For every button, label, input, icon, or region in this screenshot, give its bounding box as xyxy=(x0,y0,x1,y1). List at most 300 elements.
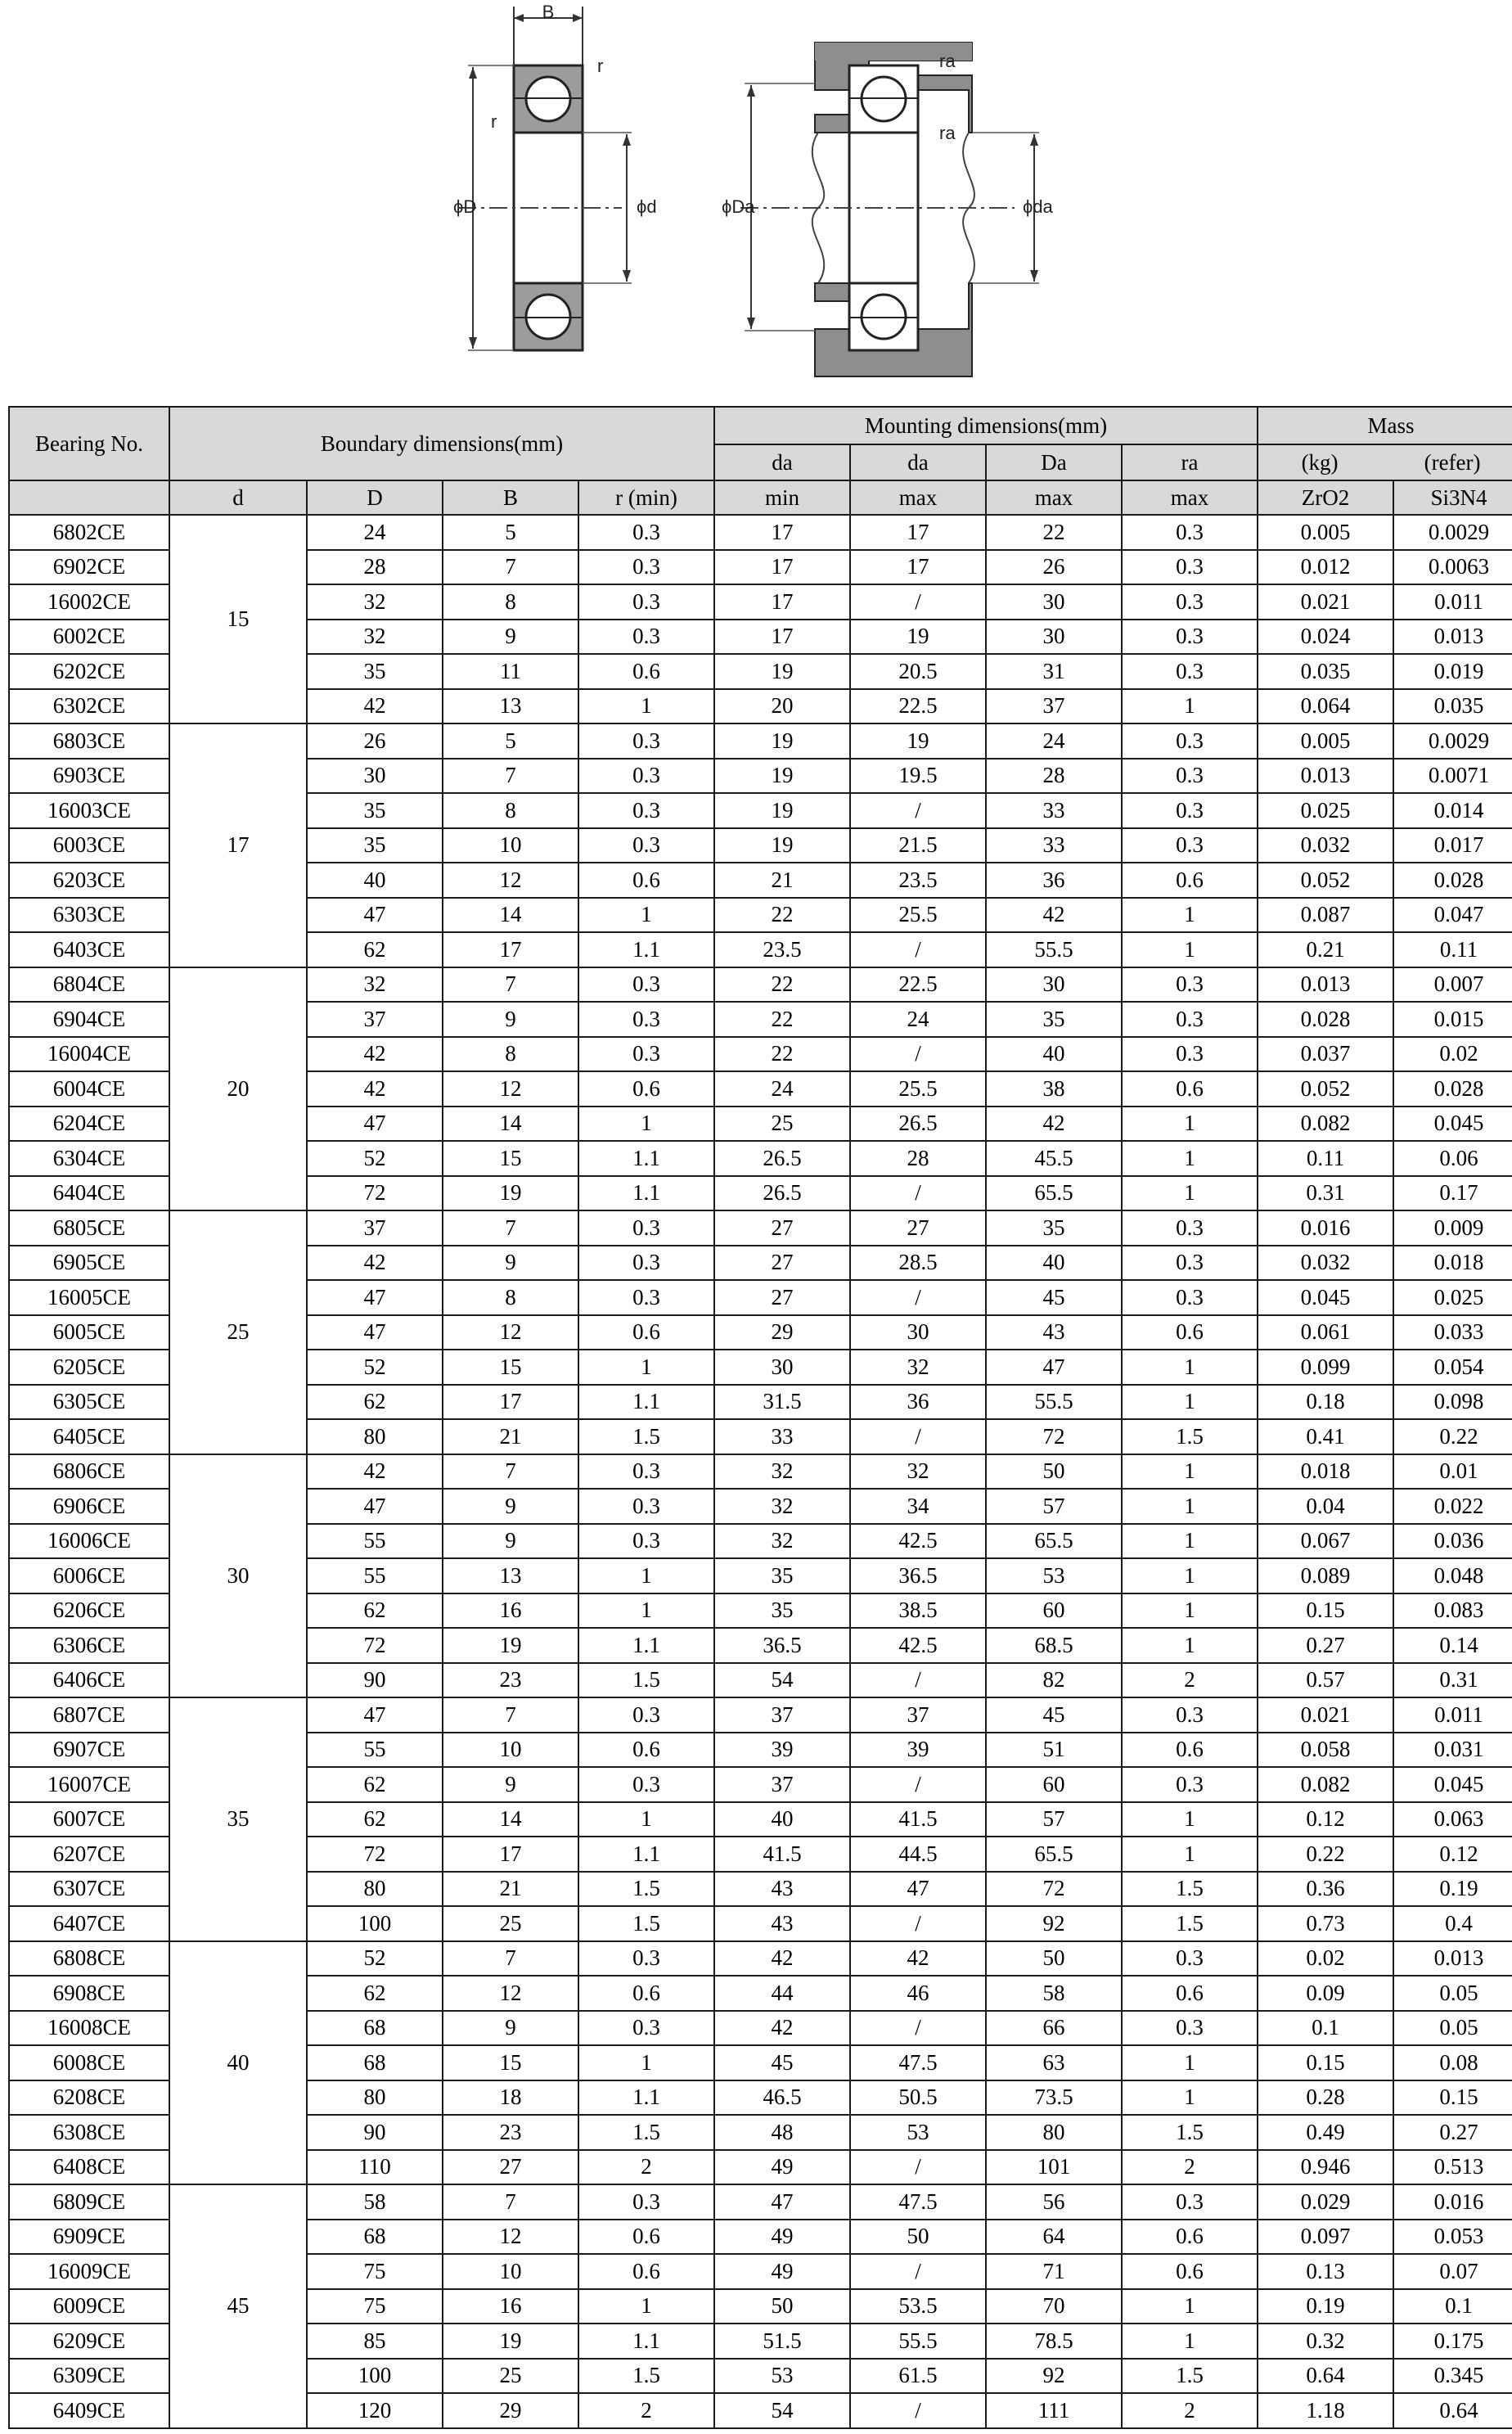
width-b-cell: 12 xyxy=(443,1976,578,2011)
ra-max-cell: 1 xyxy=(1122,1350,1258,1385)
ra-max-cell: 1.5 xyxy=(1122,2115,1258,2150)
mass-zro2-cell: 0.016 xyxy=(1258,1210,1393,1246)
r-min-cell: 0.3 xyxy=(578,515,714,550)
mass-zro2-cell: 0.15 xyxy=(1258,2045,1393,2080)
mass-si3n4-cell: 0.513 xyxy=(1393,2150,1512,2185)
bearing-no-cell: 6406CE xyxy=(9,1663,169,1698)
outer-d-cell: 62 xyxy=(307,1976,443,2011)
mass-si3n4-cell: 0.22 xyxy=(1393,1419,1512,1454)
outer-d-cell: 100 xyxy=(307,2359,443,2394)
outer-d-cell: 120 xyxy=(307,2393,443,2428)
outer-d-cell: 80 xyxy=(307,1872,443,1907)
bearing-no-cell: 16008CE xyxy=(9,2011,169,2046)
r-min-cell: 0.3 xyxy=(578,2184,714,2220)
ra-max-cell: 0.3 xyxy=(1122,967,1258,1003)
mass-zro2-cell: 0.32 xyxy=(1258,2324,1393,2359)
r-min-cell: 0.3 xyxy=(578,584,714,620)
bearing-no-cell: 6909CE xyxy=(9,2220,169,2255)
r-min-cell: 1.5 xyxy=(578,2359,714,2394)
ra-max-cell: 1 xyxy=(1122,1176,1258,1211)
da-min-cell: 17 xyxy=(714,584,850,620)
mass-si3n4-cell: 0.035 xyxy=(1393,689,1512,724)
r-min-cell: 0.3 xyxy=(578,1246,714,1281)
mass-si3n4-cell: 0.02 xyxy=(1393,1037,1512,1072)
da-min-cell: 26.5 xyxy=(714,1141,850,1176)
da-max-cell: 55.5 xyxy=(850,2324,986,2359)
bearing-no-cell: 6208CE xyxy=(9,2080,169,2116)
da-max-cell: 28 xyxy=(850,1141,986,1176)
bearing-no-cell: 6303CE xyxy=(9,898,169,933)
r-min-cell: 0.6 xyxy=(578,1976,714,2011)
da-min-cell: 32 xyxy=(714,1454,850,1490)
mass-si3n4-cell: 0.08 xyxy=(1393,2045,1512,2080)
mass-zro2-cell: 0.12 xyxy=(1258,1802,1393,1837)
da-min-cell: 17 xyxy=(714,550,850,585)
da-max-cell: 19 xyxy=(850,723,986,759)
mass-zro2-cell: 0.21 xyxy=(1258,932,1393,967)
inner-diameter-label: ϕd xyxy=(637,196,657,217)
da-max-cell: 53.5 xyxy=(850,2289,986,2324)
mass-zro2-cell: 0.57 xyxy=(1258,1663,1393,1698)
mass-zro2-cell: 1.18 xyxy=(1258,2393,1393,2428)
ra-max-cell: 1 xyxy=(1122,2324,1258,2359)
r-min-cell: 1.5 xyxy=(578,1906,714,1941)
r-min-cell: 1.1 xyxy=(578,1176,714,1211)
bore-d-cell: 40 xyxy=(169,1941,307,2185)
ra-max-cell: 1.5 xyxy=(1122,1906,1258,1941)
mass-si3n4-cell: 0.0029 xyxy=(1393,723,1512,759)
width-b-cell: 15 xyxy=(443,1350,578,1385)
mass-zro2-cell: 0.032 xyxy=(1258,828,1393,863)
mass-zro2-cell: 0.31 xyxy=(1258,1176,1393,1211)
mass-si3n4-cell: 0.011 xyxy=(1393,1697,1512,1733)
mass-si3n4-cell: 0.018 xyxy=(1393,1246,1512,1281)
bearing-no-cell: 6206CE xyxy=(9,1593,169,1629)
mass-si3n4-cell: 0.19 xyxy=(1393,1872,1512,1907)
Da-max-cell: 55.5 xyxy=(986,1385,1122,1420)
da-min-cell: 27 xyxy=(714,1210,850,1246)
mass-zro2-cell: 0.012 xyxy=(1258,550,1393,585)
Da-max-cell: 78.5 xyxy=(986,2324,1122,2359)
bearing-no-cell: 16003CE xyxy=(9,793,169,828)
bearing-no-cell: 6306CE xyxy=(9,1628,169,1663)
width-b-cell: 12 xyxy=(443,1071,578,1107)
bearing-no-cell: 6308CE xyxy=(9,2115,169,2150)
ra-label-top: ra xyxy=(939,51,956,71)
r-min-cell: 0.3 xyxy=(578,1524,714,1559)
mass-si3n4-cell: 0.033 xyxy=(1393,1315,1512,1350)
width-b-cell: 21 xyxy=(443,1872,578,1907)
r-min-cell: 1 xyxy=(578,1558,714,1593)
da-min-cell: 30 xyxy=(714,1350,850,1385)
mass-zro2-cell: 0.73 xyxy=(1258,1906,1393,1941)
Da-max-cell: 42 xyxy=(986,1107,1122,1142)
da-max-cell: 25.5 xyxy=(850,898,986,933)
outer-d-cell: 90 xyxy=(307,2115,443,2150)
da-max-cell: / xyxy=(850,932,986,967)
header-ra-max-label: ra xyxy=(1122,444,1258,480)
outer-d-cell: 52 xyxy=(307,1141,443,1176)
da-min-cell: 19 xyxy=(714,759,850,794)
r-min-cell: 0.3 xyxy=(578,967,714,1003)
da-min-cell: 32 xyxy=(714,1524,850,1559)
width-b-cell: 5 xyxy=(443,723,578,759)
width-b-cell: 11 xyxy=(443,654,578,689)
Da-max-cell: 24 xyxy=(986,723,1122,759)
mass-si3n4-cell: 0.011 xyxy=(1393,584,1512,620)
width-b-cell: 9 xyxy=(443,1489,578,1524)
mass-si3n4-cell: 0.045 xyxy=(1393,1767,1512,1802)
header-da-max-label: da xyxy=(850,444,986,480)
outer-d-cell: 42 xyxy=(307,1037,443,1072)
ra-max-cell: 0.3 xyxy=(1122,1002,1258,1037)
bearing-no-cell: 6008CE xyxy=(9,2045,169,2080)
Da-max-cell: 82 xyxy=(986,1663,1122,1698)
outer-d-cell: 80 xyxy=(307,2080,443,2116)
table-row xyxy=(9,967,1512,1003)
r-min-cell: 1 xyxy=(578,2289,714,2324)
bearing-no-cell: 6309CE xyxy=(9,2359,169,2394)
width-b-cell: 13 xyxy=(443,1558,578,1593)
outer-d-cell: 35 xyxy=(307,828,443,863)
bearing-no-cell: 6806CE xyxy=(9,1454,169,1490)
r-min-cell: 1.1 xyxy=(578,1141,714,1176)
da-max-cell: / xyxy=(850,1906,986,1941)
width-b-cell: 12 xyxy=(443,863,578,898)
r-min-cell: 0.3 xyxy=(578,550,714,585)
r-min-cell: 0.6 xyxy=(578,2220,714,2255)
header-B: B xyxy=(443,480,578,515)
outer-d-cell: 26 xyxy=(307,723,443,759)
da-max-cell: / xyxy=(850,1663,986,1698)
mass-zro2-cell: 0.02 xyxy=(1258,1941,1393,1976)
bearing-no-cell: 6203CE xyxy=(9,863,169,898)
da-max-cell: / xyxy=(850,2011,986,2046)
da-min-cell: 48 xyxy=(714,2115,850,2150)
width-b-cell: 7 xyxy=(443,1941,578,1976)
width-b-cell: 23 xyxy=(443,2115,578,2150)
Da-max-cell: 33 xyxy=(986,793,1122,828)
width-b-cell: 14 xyxy=(443,898,578,933)
header-Da-max: max xyxy=(986,480,1122,515)
bearing-no-cell: 6808CE xyxy=(9,1941,169,1976)
mass-si3n4-cell: 0.017 xyxy=(1393,828,1512,863)
mass-zro2-cell: 0.09 xyxy=(1258,1976,1393,2011)
mass-si3n4-cell: 0.009 xyxy=(1393,1210,1512,1246)
da-min-cell: 23.5 xyxy=(714,932,850,967)
da-max-cell: 46 xyxy=(850,1976,986,2011)
Da-max-cell: 40 xyxy=(986,1037,1122,1072)
Da-max-cell: 30 xyxy=(986,620,1122,655)
width-b-cell: 14 xyxy=(443,1107,578,1142)
Da-max-cell: 22 xyxy=(986,515,1122,550)
outer-d-cell: 47 xyxy=(307,1315,443,1350)
mass-si3n4-cell: 0.028 xyxy=(1393,1071,1512,1107)
bearing-no-cell: 6802CE xyxy=(9,515,169,550)
width-b-cell: 19 xyxy=(443,1176,578,1211)
table-row xyxy=(9,2184,1512,2220)
da-max-cell: 19 xyxy=(850,620,986,655)
mass-zro2-cell: 0.037 xyxy=(1258,1037,1393,1072)
ra-max-cell: 0.3 xyxy=(1122,1697,1258,1733)
ra-max-cell: 0.3 xyxy=(1122,1246,1258,1281)
r-min-cell: 1.1 xyxy=(578,1385,714,1420)
outer-d-cell: 62 xyxy=(307,1802,443,1837)
r-min-cell: 0.3 xyxy=(578,1941,714,1976)
Da-max-cell: 71 xyxy=(986,2254,1122,2289)
outer-d-cell: 55 xyxy=(307,1524,443,1559)
mass-zro2-cell: 0.082 xyxy=(1258,1767,1393,1802)
da-max-cell: 42 xyxy=(850,1941,986,1976)
da-min-cell: 49 xyxy=(714,2254,850,2289)
ra-max-cell: 1 xyxy=(1122,1593,1258,1629)
ra-max-cell: 0.3 xyxy=(1122,620,1258,655)
bearing-no-cell: 6002CE xyxy=(9,620,169,655)
outer-d-cell: 62 xyxy=(307,1385,443,1420)
r-min-cell: 1.1 xyxy=(578,1837,714,1872)
width-b-cell: 12 xyxy=(443,2220,578,2255)
outer-d-cell: 42 xyxy=(307,1071,443,1107)
da-min-cell: 37 xyxy=(714,1767,850,1802)
width-b-cell: 7 xyxy=(443,1210,578,1246)
r-min-cell: 1 xyxy=(578,1593,714,1629)
da-max-cell: 47.5 xyxy=(850,2045,986,2080)
outer-d-cell: 90 xyxy=(307,1663,443,1698)
width-b-cell: 27 xyxy=(443,2150,578,2185)
table-row xyxy=(9,723,1512,759)
mass-si3n4-cell: 0.013 xyxy=(1393,620,1512,655)
bore-d-cell: 30 xyxy=(169,1454,307,1698)
r-min-cell: 1.5 xyxy=(578,1663,714,1698)
mass-zro2-cell: 0.64 xyxy=(1258,2359,1393,2394)
mass-si3n4-cell: 0.01 xyxy=(1393,1454,1512,1490)
mass-zro2-cell: 0.946 xyxy=(1258,2150,1393,2185)
Da-max-cell: 28 xyxy=(986,759,1122,794)
width-b-cell: 16 xyxy=(443,2289,578,2324)
header-mounting-dimensions: Mounting dimensions(mm) xyxy=(714,407,1258,444)
da-min-cell: 27 xyxy=(714,1246,850,1281)
da-min-cell: 37 xyxy=(714,1697,850,1733)
da-max-cell: 26.5 xyxy=(850,1107,986,1142)
r-min-cell: 0.6 xyxy=(578,1733,714,1768)
r-min-cell: 0.3 xyxy=(578,1210,714,1246)
r-min-cell: 0.3 xyxy=(578,793,714,828)
ra-max-cell: 1 xyxy=(1122,2045,1258,2080)
da-min-cell: 41.5 xyxy=(714,1837,850,1872)
mass-si3n4-cell: 0.11 xyxy=(1393,932,1512,967)
da-max-cell: 50 xyxy=(850,2220,986,2255)
r-min-cell: 0.3 xyxy=(578,1454,714,1490)
r-min-cell: 0.3 xyxy=(578,723,714,759)
bearing-no-cell: 6905CE xyxy=(9,1246,169,1281)
mass-zro2-cell: 0.028 xyxy=(1258,1002,1393,1037)
header-mass-units xyxy=(1258,444,1512,480)
da-max-cell: / xyxy=(850,2150,986,2185)
ra-max-cell: 1 xyxy=(1122,932,1258,967)
Da-max-cell: 38 xyxy=(986,1071,1122,1107)
mass-zro2-cell: 0.089 xyxy=(1258,1558,1393,1593)
Da-max-cell: 66 xyxy=(986,2011,1122,2046)
width-b-cell: 10 xyxy=(443,828,578,863)
bearing-no-cell: 6906CE xyxy=(9,1489,169,1524)
mass-si3n4-cell: 0.028 xyxy=(1393,863,1512,898)
bearing-no-cell: 6904CE xyxy=(9,1002,169,1037)
bearing-no-cell: 6404CE xyxy=(9,1176,169,1211)
width-b-cell: 9 xyxy=(443,1524,578,1559)
mass-zro2-cell: 0.097 xyxy=(1258,2220,1393,2255)
da-min-cell: 42 xyxy=(714,2011,850,2046)
header-d: d xyxy=(169,480,307,515)
Da-max-cell: 60 xyxy=(986,1767,1122,1802)
r-min-cell: 1 xyxy=(578,689,714,724)
width-b-cell: 9 xyxy=(443,1767,578,1802)
width-b-cell: 9 xyxy=(443,2011,578,2046)
r-min-cell: 0.3 xyxy=(578,2011,714,2046)
mass-zro2-cell: 0.087 xyxy=(1258,898,1393,933)
da-max-cell: / xyxy=(850,1767,986,1802)
outer-d-cell: 72 xyxy=(307,1837,443,1872)
da-min-cell: 25 xyxy=(714,1107,850,1142)
da-max-cell: 32 xyxy=(850,1350,986,1385)
bearing-no-cell: 6004CE xyxy=(9,1071,169,1107)
da-max-cell: / xyxy=(850,1419,986,1454)
outer-d-cell: 47 xyxy=(307,1489,443,1524)
bearing-no-cell: 6006CE xyxy=(9,1558,169,1593)
outer-d-cell: 75 xyxy=(307,2254,443,2289)
bearing-diagrams xyxy=(0,0,1512,393)
mass-si3n4-cell: 0.036 xyxy=(1393,1524,1512,1559)
mass-si3n4-cell: 0.098 xyxy=(1393,1385,1512,1420)
da-max-cell: 36 xyxy=(850,1385,986,1420)
mass-si3n4-cell: 0.07 xyxy=(1393,2254,1512,2289)
header-si3n4: Si3N4 xyxy=(1393,480,1512,515)
da-min-cell: 33 xyxy=(714,1419,850,1454)
table-row xyxy=(9,1697,1512,1733)
r-min-cell: 1.1 xyxy=(578,2324,714,2359)
mass-si3n4-cell: 0.0063 xyxy=(1393,550,1512,585)
width-b-cell: 13 xyxy=(443,689,578,724)
Da-max-cell: 65.5 xyxy=(986,1524,1122,1559)
mass-zro2-cell: 0.032 xyxy=(1258,1246,1393,1281)
Da-max-cell: 47 xyxy=(986,1350,1122,1385)
da-max-cell: / xyxy=(850,2254,986,2289)
da-min-cell: 46.5 xyxy=(714,2080,850,2116)
ra-max-cell: 1 xyxy=(1122,1489,1258,1524)
da-min-cell: 19 xyxy=(714,654,850,689)
da-min-cell: 22 xyxy=(714,967,850,1003)
mass-zro2-cell: 0.061 xyxy=(1258,1315,1393,1350)
Da-max-cell: 68.5 xyxy=(986,1628,1122,1663)
mass-zro2-cell: 0.025 xyxy=(1258,793,1393,828)
ra-max-cell: 1 xyxy=(1122,1837,1258,1872)
Da-max-cell: 56 xyxy=(986,2184,1122,2220)
Da-max-cell: 30 xyxy=(986,967,1122,1003)
Da-max-cell: 55.5 xyxy=(986,932,1122,967)
da-max-cell: 17 xyxy=(850,550,986,585)
outer-d-cell: 52 xyxy=(307,1941,443,1976)
outer-d-cell: 55 xyxy=(307,1558,443,1593)
mass-zro2-cell: 0.099 xyxy=(1258,1350,1393,1385)
bearing-no-cell: 6907CE xyxy=(9,1733,169,1768)
mass-si3n4-cell: 0.031 xyxy=(1393,1733,1512,1768)
Da-max-cell: 35 xyxy=(986,1210,1122,1246)
r-min-cell: 0.3 xyxy=(578,759,714,794)
ra-max-cell: 0.3 xyxy=(1122,2011,1258,2046)
outer-d-cell: 62 xyxy=(307,932,443,967)
r-min-cell: 0.6 xyxy=(578,1315,714,1350)
da-min-cell: 54 xyxy=(714,1663,850,1698)
mass-si3n4-cell: 0.0029 xyxy=(1393,515,1512,550)
da-min-cell: 47 xyxy=(714,2184,850,2220)
ra-max-cell: 0.6 xyxy=(1122,863,1258,898)
Da-max-cell: 70 xyxy=(986,2289,1122,2324)
width-b-cell: 8 xyxy=(443,793,578,828)
bearing-no-cell: 6804CE xyxy=(9,967,169,1003)
mass-si3n4-cell: 0.016 xyxy=(1393,2184,1512,2220)
ra-max-cell: 2 xyxy=(1122,2393,1258,2428)
mass-si3n4-cell: 0.345 xyxy=(1393,2359,1512,2394)
outer-d-cell: 42 xyxy=(307,1454,443,1490)
bearing-no-cell: 6005CE xyxy=(9,1315,169,1350)
mass-zro2-cell: 0.021 xyxy=(1258,584,1393,620)
width-b-cell: 16 xyxy=(443,1593,578,1629)
width-b-cell: 8 xyxy=(443,1037,578,1072)
table-row xyxy=(9,1941,1512,1976)
ra-max-cell: 0.3 xyxy=(1122,793,1258,828)
Da-max-cell: 50 xyxy=(986,1941,1122,1976)
bearing-no-cell: 6407CE xyxy=(9,1906,169,1941)
bore-d-cell: 15 xyxy=(169,515,307,723)
mass-si3n4-cell: 0.175 xyxy=(1393,2324,1512,2359)
mass-zro2-cell: 0.005 xyxy=(1258,515,1393,550)
width-b-cell: 7 xyxy=(443,759,578,794)
mass-si3n4-cell: 0.047 xyxy=(1393,898,1512,933)
ra-max-cell: 1 xyxy=(1122,1454,1258,1490)
width-b-cell: 8 xyxy=(443,584,578,620)
outer-d-cell: 40 xyxy=(307,863,443,898)
header-ra-max: max xyxy=(1122,480,1258,515)
mass-zro2-cell: 0.18 xyxy=(1258,1385,1393,1420)
bearing-no-cell: 6408CE xyxy=(9,2150,169,2185)
r-min-cell: 0.3 xyxy=(578,1767,714,1802)
mass-zro2-cell: 0.49 xyxy=(1258,2115,1393,2150)
da-max-cell: 24 xyxy=(850,1002,986,1037)
bore-d-cell: 20 xyxy=(169,967,307,1211)
bearing-no-cell: 6003CE xyxy=(9,828,169,863)
width-b-cell: 7 xyxy=(443,550,578,585)
r-min-cell: 1 xyxy=(578,1107,714,1142)
r-min-cell: 1.5 xyxy=(578,2115,714,2150)
da-min-cell: 29 xyxy=(714,1315,850,1350)
ra-max-cell: 2 xyxy=(1122,1663,1258,1698)
bearing-no-cell: 6207CE xyxy=(9,1837,169,1872)
mass-zro2-cell: 0.018 xyxy=(1258,1454,1393,1490)
Da-max-cell: 35 xyxy=(986,1002,1122,1037)
bore-d-cell: 25 xyxy=(169,1210,307,1454)
r-min-cell: 0.3 xyxy=(578,1002,714,1037)
header-da-max: max xyxy=(850,480,986,515)
r-min-cell: 1 xyxy=(578,1350,714,1385)
width-b-cell: 7 xyxy=(443,2184,578,2220)
table-row xyxy=(9,515,1512,550)
mass-si3n4-cell: 0.045 xyxy=(1393,1107,1512,1142)
mass-zro2-cell: 0.13 xyxy=(1258,2254,1393,2289)
r-label-left: r xyxy=(491,111,497,132)
da-min-cell: 17 xyxy=(714,515,850,550)
ra-max-cell: 1 xyxy=(1122,2080,1258,2116)
outer-d-cell: 37 xyxy=(307,1210,443,1246)
width-b-cell: 10 xyxy=(443,2254,578,2289)
